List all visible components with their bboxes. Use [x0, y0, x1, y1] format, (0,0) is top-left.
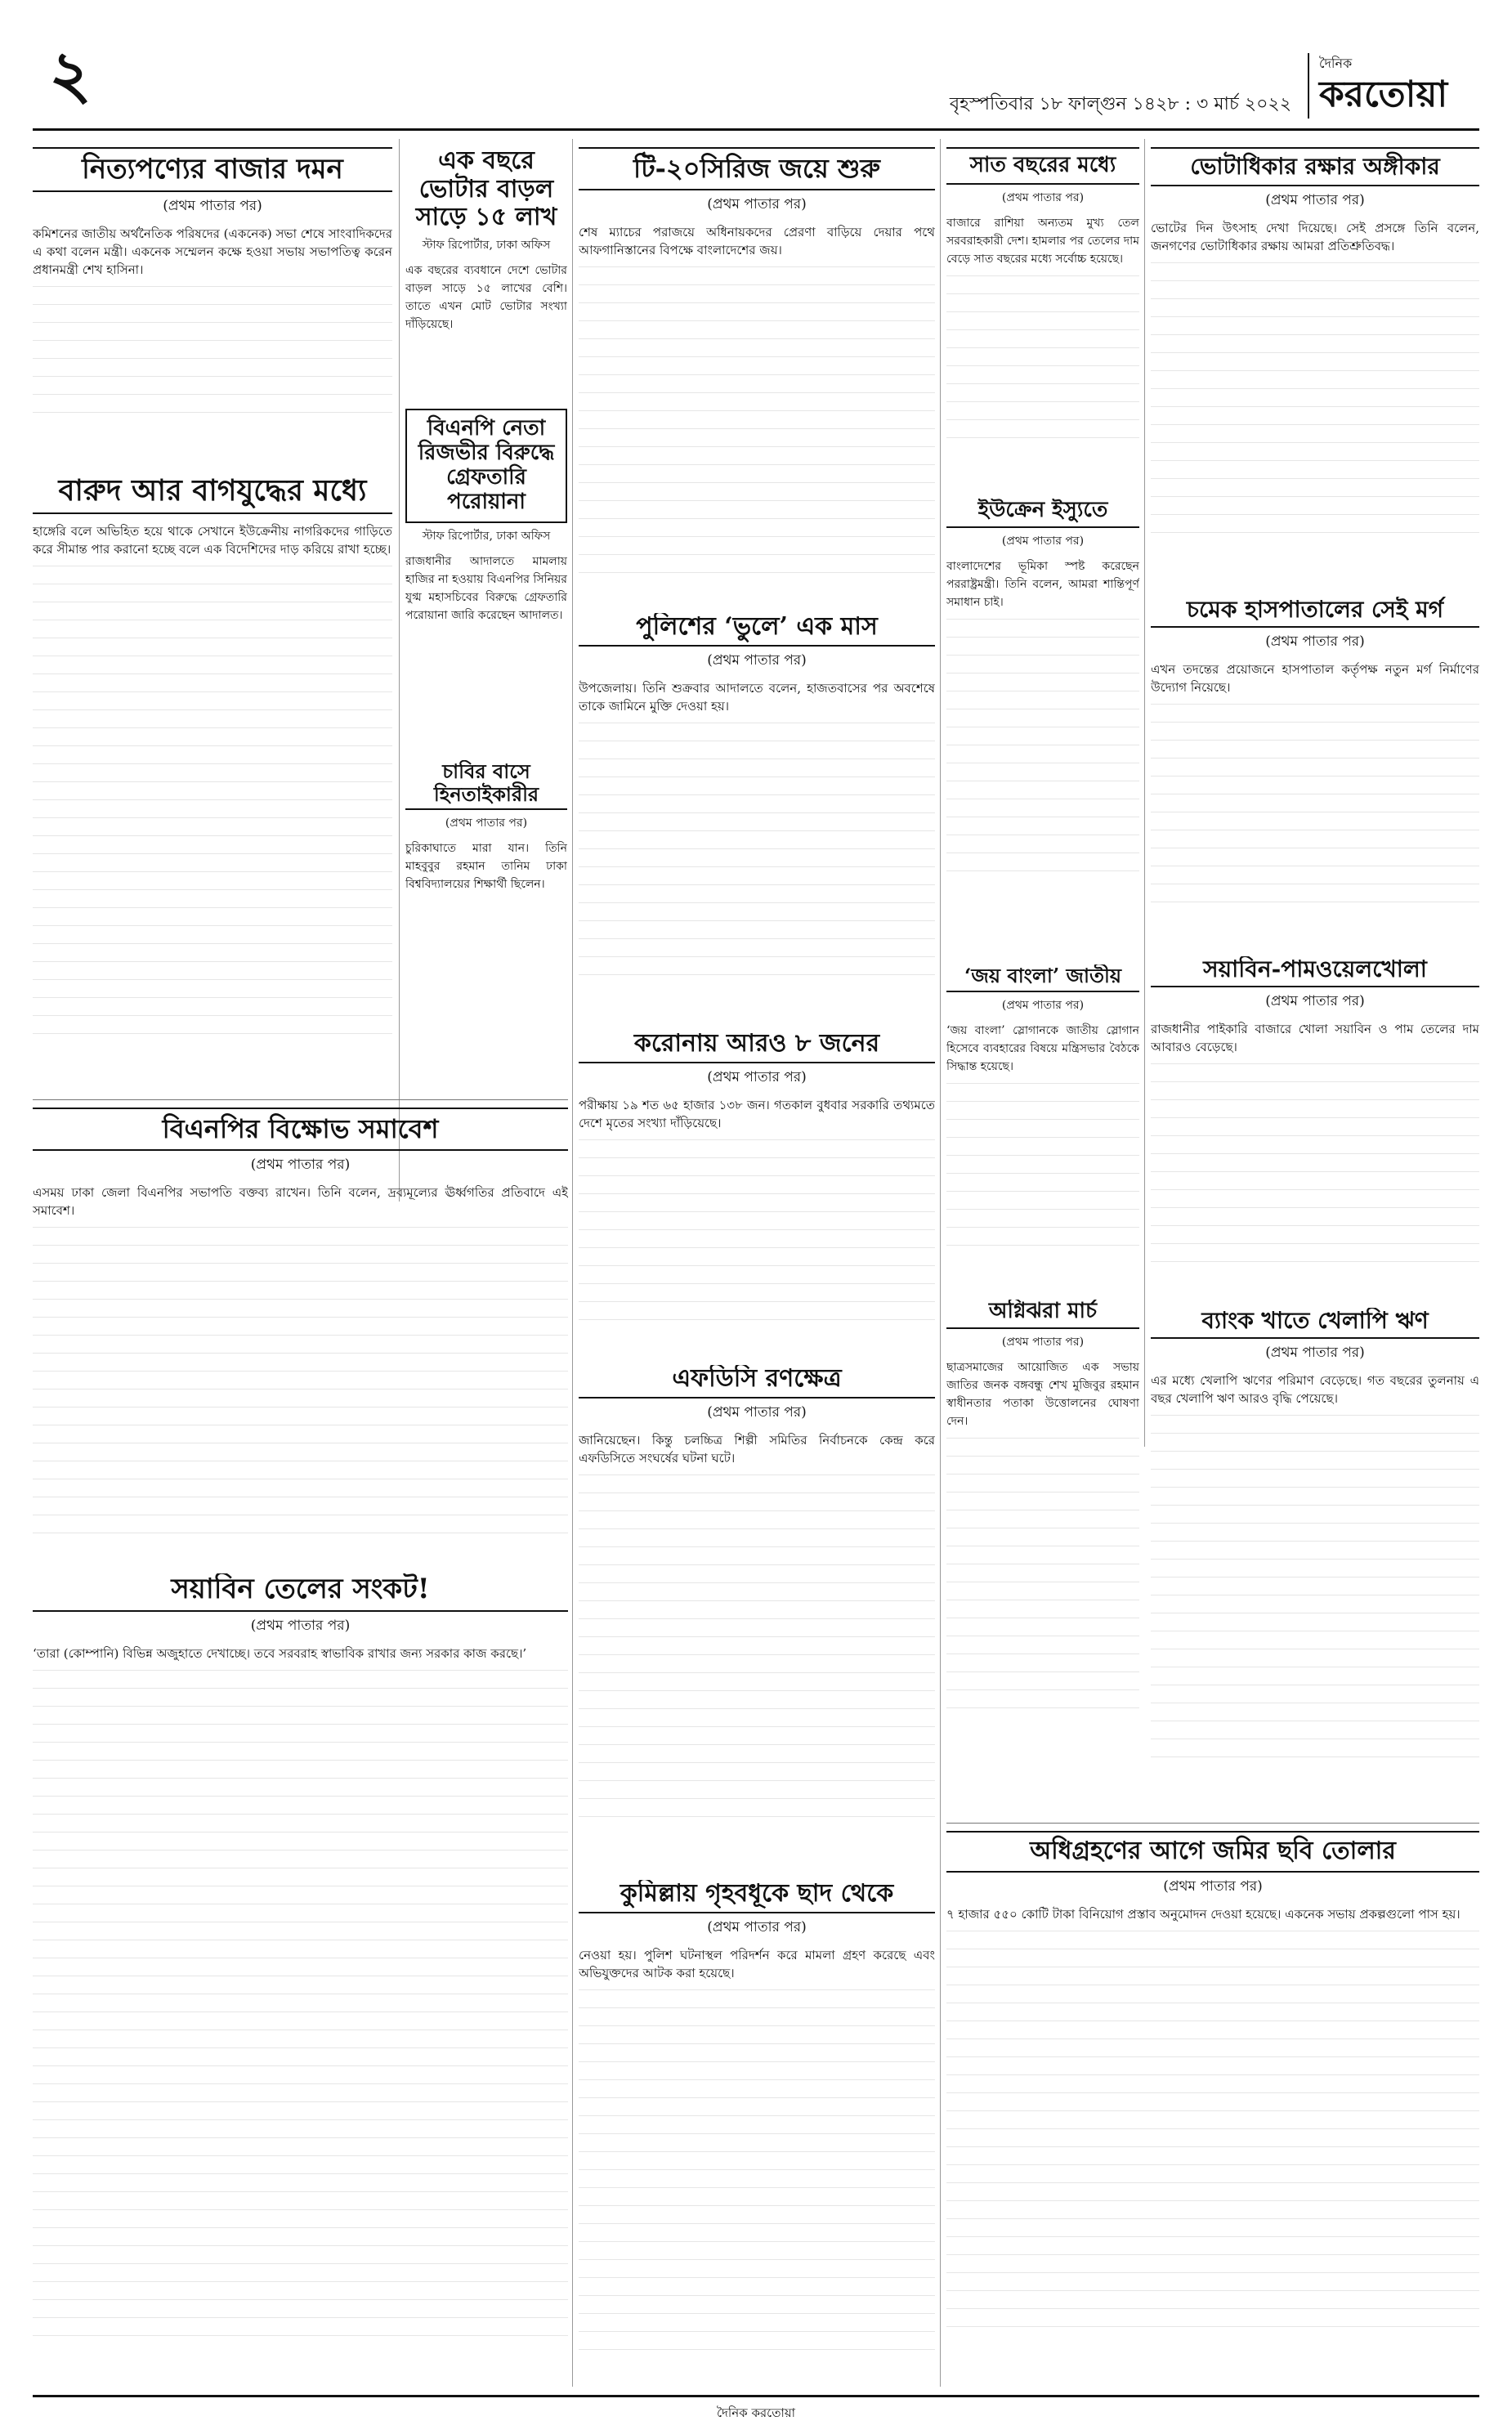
article-soybean-crisis	[33, 1573, 568, 2383]
headline: অগ্নিঝরা মার্চ	[946, 1300, 1139, 1329]
column-rule	[1144, 139, 1145, 1447]
headline: বারুদ আর বাগযুদ্ধের মধ্যে	[33, 474, 392, 514]
article-body: রাজধানীর পাইকারি বাজারে খোলা সয়াবিন ও পাম তেলের দাম আবারও বেড়েছে।	[1151, 1022, 1479, 1055]
headline: ব্যাংক খাতে খেলাপি ঋণ	[1151, 1308, 1479, 1339]
article-body: জানিয়েছেন। কিন্তু চলচ্চিত্র শিল্পী সমিতির নির্বাচনকে কেন্দ্র করে এফডিসিতে সংঘর্ষের ঘটনা ঘটে।	[579, 1432, 935, 1466]
article-voters	[405, 147, 567, 401]
article-covid-deaths	[579, 1030, 935, 1357]
logo-small-text: দৈনিক	[1319, 56, 1353, 71]
article-rizvi-warrant	[405, 409, 567, 752]
article-body: কমিশনের জাতীয় অর্থনৈতিক পরিষদের (একনেক) সভা শেষে সাংবাদিকদের এ কথা বলেন মন্ত্রী। একনেক সম্মেলন কক্ষে হওয়া সভায় সভাপতিত্ব করেন প্রধানমন্ত্রী শেখ হাসিনা।	[33, 226, 392, 278]
article-soybean-palm-oil	[1151, 956, 1479, 1300]
continuation-note: (প্রথম পাতার পর)	[707, 1403, 807, 1421]
article-body: ‘তারা (কোম্পানি) বিভিন্ন অজুহাতে দেখাচ্ছে। তবে সরবরাহ স্বাভাবিক রাখার জন্য সরকার কাজ করছে।’	[33, 1646, 527, 1662]
headline: নিত্যপণ্যের বাজার দমন	[33, 147, 392, 192]
article-body: পরীক্ষায় ১৯ শত ৬৫ হাজার ১৩৮ জন। গতকাল বুধবার সরকারি তথ্যমতে দেশে মৃতের সংখ্যা দাঁড়িয়েছে।	[579, 1097, 935, 1130]
headline: ‘জয় বাংলা’ জাতীয়	[946, 964, 1139, 992]
article-body: বাংলাদেশের ভূমিকা স্পষ্ট করেছেন পররাষ্ট্রমন্ত্রী। তিনি বলেন, আমরা শান্তিপূর্ণ সমাধান চাই।	[946, 559, 1139, 609]
continuation-note: (প্রথম পাতার পর)	[1163, 1877, 1263, 1895]
continuation-note: (প্রথম পাতার পর)	[1265, 1345, 1365, 1362]
headline: ভোটাধিকার রক্ষার অঙ্গীকার	[1151, 147, 1479, 186]
headline: এক বছরে ভোটার বাড়ল সাড়ে ১৫ লাখ	[415, 147, 557, 231]
article-body: রাজধানীর আদালতে মামলায় হাজির না হওয়ায় বিএনপির সিনিয়র যুগ্ম মহাসচিবের বিরুদ্ধে গ্রেফতারি পরোয়ানা জারি করেছেন আদালত।	[405, 554, 567, 622]
headline: অধিগ্রহণের আগে জমির ছবি তোলার	[946, 1831, 1479, 1873]
continuation-note: (প্রথম পাতার পর)	[1001, 1335, 1085, 1349]
continuation-note: (প্রথম পাতার পর)	[1265, 633, 1365, 651]
article-body: শেষ ম্যাচের পরাজয়ে অধিনায়কদের প্রেরণা বাড়িয়ে দেয়ার পথে আফগানিস্তানের বিপক্ষে বাংলাদেশের জয়।	[579, 224, 935, 257]
date-line: বৃহস্পতিবার ১৮ ফাল্গুন ১৪২৮ : ৩ মার্চ ২০২২	[949, 94, 1291, 114]
byline: স্টাফ রিপোর্টার, ঢাকা অফিস	[422, 238, 551, 252]
article-fiery-march	[946, 1300, 1139, 1757]
article-body: হাঙ্গেরি বলে অভিহিত হয়ে থাকে সেখানে ইউক্রেনীয় নাগরিকদের গাড়িতে করে সীমান্ত পার করানো হচ্ছে বলে এক বিদেশিদের দাড় করিয়ে রাখা হচ্ছে।	[33, 524, 392, 557]
article-comilla-housewife	[579, 1880, 935, 2383]
headline: কুমিল্লায় গৃহবধূকে ছাদ থেকে	[579, 1880, 935, 1913]
article-voting-rights	[1151, 147, 1479, 588]
logo-main-text: করতোয়া	[1319, 74, 1448, 115]
continuation-note: (প্রথম পাতার পর)	[1265, 993, 1365, 1010]
continuation-note: (প্রথম পাতার পর)	[445, 817, 528, 830]
continuation-note: (প্রথম পাতার পর)	[1001, 190, 1085, 204]
headline: চমেক হাসপাতালের সেই মর্গ	[1151, 597, 1479, 628]
article-body: নেওয়া হয়। পুলিশ ঘটনাস্থল পরিদর্শন করে মামলা গ্রহণ করেছে এবং অভিযুক্তদের আটক করা হয়েছে।	[579, 1947, 935, 1980]
continuation-note: (প্রথম পাতার পর)	[707, 1068, 807, 1085]
article-body: উপজেলায়। তিনি শুক্রবার আদালতে বলেন, হাজতবাসের পর অবশেষে তাকে জামিনে মুক্তি দেওয়া হয়।	[579, 680, 935, 714]
article-t20-series	[579, 147, 935, 605]
article-body: চুরিকাঘাতে মারা যান। তিনি মাহবুবুর রহমান তানিম ঢাকা বিশ্ববিদ্যালয়ের শিক্ষার্থী ছিলেন।	[405, 842, 567, 892]
article-bank-default-loan	[1151, 1308, 1479, 1815]
headline: সয়াবিন-পামওয়েলখোলা	[1151, 956, 1479, 987]
column-rule	[572, 139, 573, 2387]
headline: বিএনপি নেতা রিজভীর বিরুদ্ধে গ্রেফতারি পরোয়ানা	[405, 409, 567, 523]
article-body: ‘জয় বাংলা’ স্লোগানকে জাতীয় স্লোগান হিসেবে ব্যবহারের বিষয়ে মন্ত্রিসভার বৈঠকে সিদ্ধান্ত হয়েছে।	[946, 1023, 1139, 1073]
article-body: বাজারে রাশিয়া অন্যতম মুখ্য তেল সরবরাহকারী দেশ। হামলার পর তেলের দাম বেড়ে সাত বছরের মধ্যে সর্বোচ্চ হয়েছে।	[946, 216, 1139, 266]
continuation-note: (প্রথম পাতার পর)	[250, 1156, 351, 1173]
page-footer: দৈনিক করতোয়া	[33, 2395, 1479, 2424]
continuation-note: (প্রথম পাতার পর)	[707, 1918, 807, 1935]
headline: বিএনপির বিক্ষোভ সমাবেশ	[33, 1108, 568, 1151]
continuation-note: (প্রথম পাতার পর)	[163, 198, 262, 215]
section-divider	[946, 1823, 1479, 1824]
byline: স্টাফ রিপোর্টার, ঢাকা অফিস	[422, 529, 551, 543]
article-police-mistake	[579, 613, 935, 1022]
article-bnp-protest	[33, 1108, 568, 1565]
article-bus-robbery	[405, 760, 567, 1087]
headline: এফডিসি রণক্ষেত্র	[579, 1365, 935, 1398]
column-rule	[399, 139, 400, 1202]
article-cmch-morgue	[1151, 597, 1479, 948]
article-fdc-clash	[579, 1365, 935, 1872]
continuation-note: (প্রথম পাতার পর)	[707, 651, 807, 669]
continuation-note: (প্রথম পাতার পর)	[707, 195, 807, 213]
article-body: এর মধ্যে খেলাপি ঋণের পরিমাণ বেড়েছে। গত বছরের তুলনায় এ বছর খেলাপি ঋণ আরও বৃদ্ধি পেয়েছে।	[1151, 1373, 1479, 1407]
headline: পুলিশের ‘ভুলে’ এক মাস	[579, 613, 935, 647]
article-war-rhetoric	[33, 474, 392, 1095]
article-body: এসময় ঢাকা জেলা বিএনপির সভাপতি বক্তব্য রাখেন। তিনি বলেন, দ্রব্যমূল্যের ঊর্ধ্বগতির প্রতিবাদে এই সমাবেশ।	[33, 1184, 568, 1218]
page-number: ২	[49, 36, 92, 113]
headline: করোনায় আরও ৮ জনের	[579, 1030, 935, 1063]
article-seven-years	[946, 147, 1139, 490]
article-body: ভোটের দিন উৎসাহ দেখা দিয়েছে। সেই প্রসঙ্গে তিনি বলেন, জনগণের ভোটাধিকার রক্ষায় আমরা প্রতিশ্রুতিবদ্ধ।	[1151, 221, 1479, 254]
column-rule	[940, 139, 941, 2387]
headline: চাবির বাসে হিনতাইকারীর	[405, 760, 567, 810]
continuation-note: (প্রথম পাতার পর)	[1001, 998, 1085, 1012]
article-body: ৭ হাজার ৫৫০ কোটি টাকা বিনিয়োগ প্রস্তাব অনুমোদন দেওয়া হয়েছে। একনেক সভায় প্রকল্পগুলো পাস হয়।	[946, 1906, 1461, 1922]
article-market-control	[33, 147, 392, 458]
continuation-note: (প্রথম পাতার পর)	[1001, 534, 1085, 548]
article-body: এখন তদন্তের প্রয়োজনে হাসপাতাল কর্তৃপক্ষ নতুন মর্গ নির্মাণের উদ্যোগ নিয়েছে।	[1151, 662, 1479, 696]
section-divider	[33, 1099, 568, 1100]
article-body: ছাত্রসমাজের আয়োজিত এক সভায় জাতির জনক বঙ্গবন্ধু শেখ মুজিবুর রহমান স্বাধীনতার পতাকা উত্তোলনের ঘোষণা দেন।	[946, 1360, 1139, 1428]
headline: টি-২০সিরিজ জয়ে শুরু	[579, 147, 935, 190]
newspaper-logo	[1308, 53, 1479, 119]
headline: ইউক্রেন ইস্যুতে	[946, 499, 1139, 528]
continuation-note: (প্রথম পাতার পর)	[250, 1618, 351, 1635]
headline: সয়াবিন তেলের সংকট!	[33, 1573, 568, 1612]
article-ukraine-issue	[946, 499, 1139, 956]
article-joy-bangla	[946, 964, 1139, 1291]
article-body: এক বছরের ব্যবধানে দেশে ভোটার বাড়ল সাড়ে ১৫ লাখের বেশি। তাতে এখন মোট ভোটার সংখ্যা দাঁড়িয়েছে।	[405, 263, 567, 331]
masthead	[33, 8, 1479, 131]
article-land-acquisition-photo	[946, 1831, 1479, 2383]
headline: সাত বছরের মধ্যে	[946, 147, 1139, 185]
continuation-note: (প্রথম পাতার পর)	[1265, 192, 1365, 209]
